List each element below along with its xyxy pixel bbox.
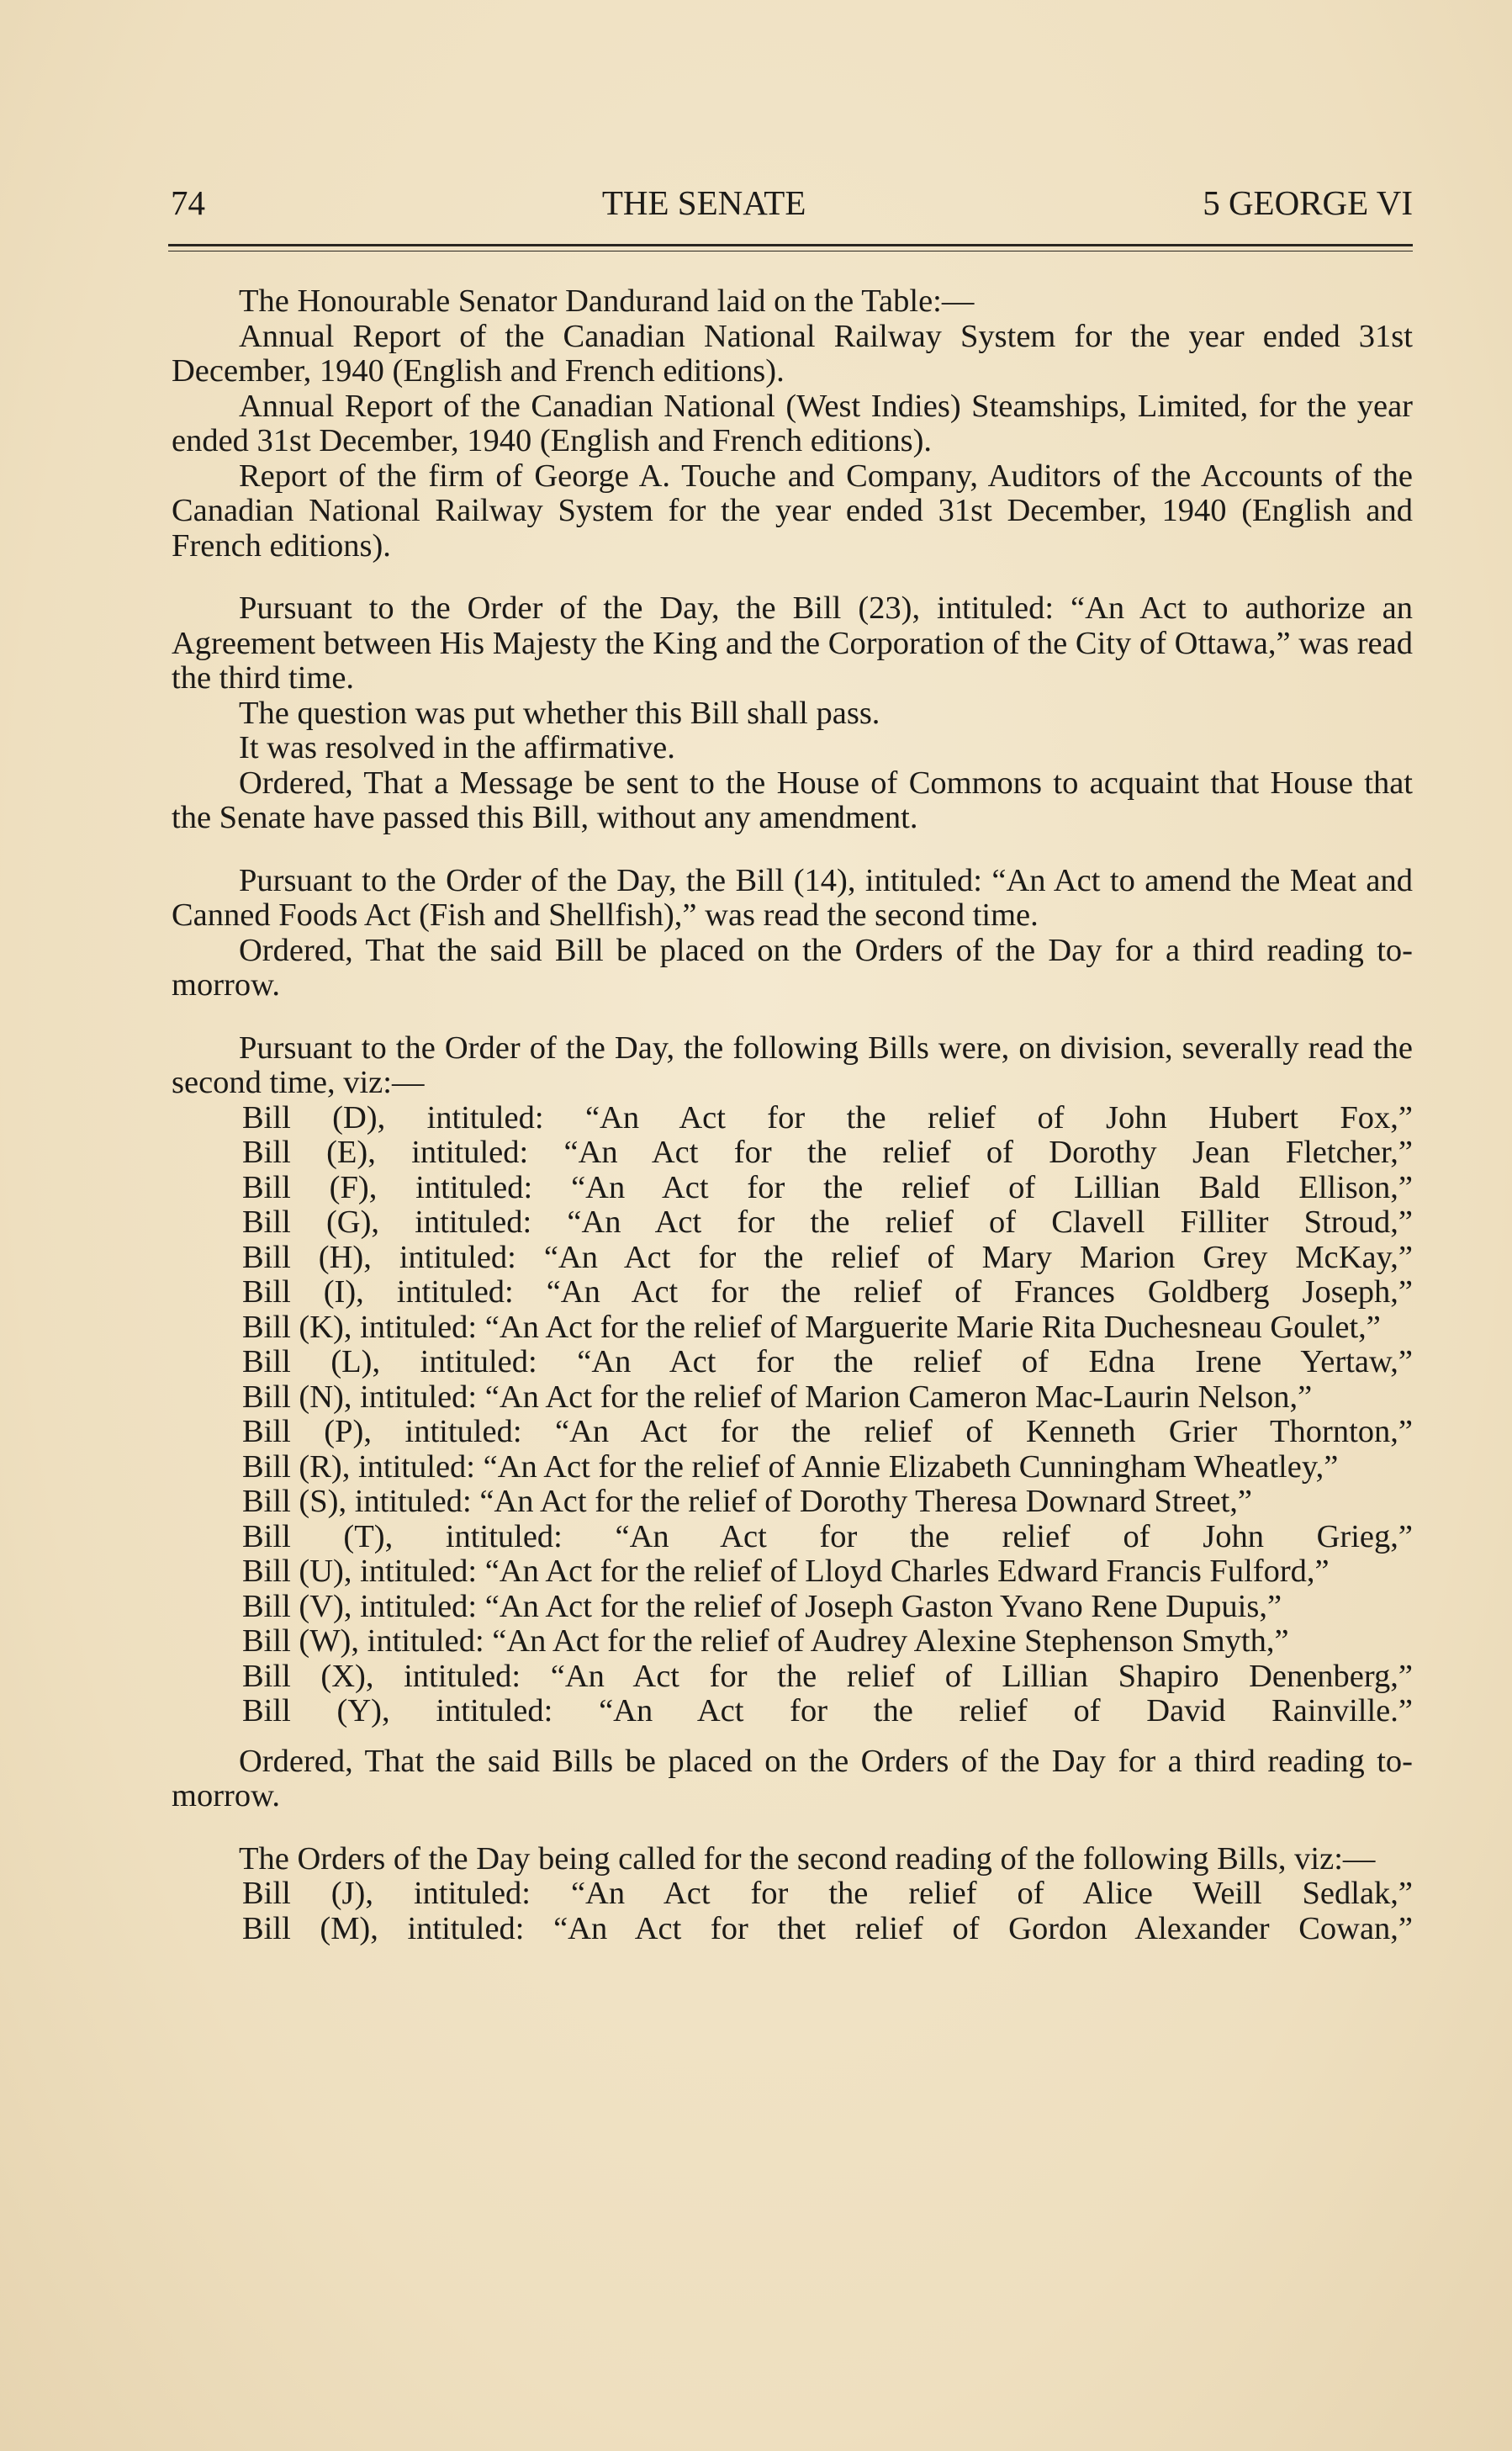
section-gap	[172, 836, 1413, 864]
page-number: 74	[171, 183, 205, 222]
bill-entry: Bill (E), intituled: “An Act for the relief of Dorothy Jean Fletcher,”	[242, 1135, 1413, 1170]
bill-entry: Bill (N), intituled: “An Act for the relief of Marion Cameron Mac-Laurin Nelson,”	[242, 1379, 1313, 1415]
tabled-item: Report of the firm of George A. Touche and Company, Auditors of the Accounts of the Canadian National Railway System for the year ended 31st December, 1940 (English and French editions).	[172, 458, 1413, 564]
page-body	[172, 284, 1413, 1946]
bill-entry: Bill (S), intituled: “An Act for the relief of Dorothy Theresa Downard Street,”	[242, 1484, 1253, 1519]
question-paragraph: The question was put whether this Bill shall pass.	[239, 695, 880, 731]
tabled-item: Annual Report of the Canadian National Railway System for the year ended 31st December, 1940 (English and French editions).	[172, 318, 1413, 389]
small-gap	[172, 1729, 1413, 1744]
bill-entry: Bill (V), intituled: “An Act for the relief of Joseph Gaston Yvano Rene Dupuis,”	[242, 1588, 1282, 1624]
section-gap	[172, 1003, 1413, 1031]
message-paragraph: Ordered, That a Message be sent to the House of Commons to acquaint that House that the Senate have passed this Bill, without any amendment.	[172, 765, 1413, 835]
bill-entry: Bill (D), intituled: “An Act for the relief of John Hubert Fox,”	[242, 1099, 1413, 1136]
bill-entry: Bill (L), intituled: “An Act for the relief of Edna Irene Yertaw,”	[242, 1344, 1413, 1379]
bill-entry: Bill (W), intituled: “An Act for the relief of Audrey Alexine Stephenson Smyth,”	[242, 1623, 1289, 1659]
bills-second-reading-intro: Pursuant to the Order of the Day, the following Bills were, on division, severally read the second time, viz:—	[172, 1030, 1413, 1100]
header-double-rule	[168, 244, 1413, 251]
bill-entry: Bill (X), intituled: “An Act for the relief of Lillian Shapiro Denenberg,”	[242, 1658, 1413, 1694]
bill-entry: Bill (I), intituled: “An Act for the relief of Frances Goldberg Joseph,”	[242, 1274, 1413, 1310]
bill-entry: Bill (F), intituled: “An Act for the relief of Lillian Bald Ellison,”	[242, 1169, 1413, 1205]
running-header	[171, 179, 1413, 226]
orders-called-intro: The Orders of the Day being called for the second reading of the following Bills, viz:—	[239, 1840, 1376, 1877]
bill-14-paragraph: Pursuant to the Order of the Day, the Bill (14), intituled: “An Act to amend the Meat and Canned Foods Act (Fish and Shellfish),” was read the second time.	[172, 862, 1413, 933]
section-gap	[172, 564, 1413, 591]
bill-entry: Bill (M), intituled: “An Act for thet relief of Gordon Alexander Cowan,”	[242, 1910, 1413, 1946]
header-title: THE SENATE	[601, 183, 806, 222]
bill-entry: Bill (G), intituled: “An Act for the relief of Clavell Filliter Stroud,”	[242, 1204, 1413, 1240]
bills-ordered-paragraph: Ordered, That the said Bills be placed on the Orders of the Day for a third reading to-morrow.	[172, 1743, 1413, 1813]
bill-entry: Bill (K), intituled: “An Act for the relief of Marguerite Marie Rita Duchesneau Goulet,”	[242, 1309, 1381, 1345]
bill-23-paragraph: Pursuant to the Order of the Day, the Bill (23), intituled: “An Act to authorize an Agreement between His Majesty the King and the Corporation of the City of Ottawa,” was read the third time.	[172, 590, 1413, 696]
bill-entry: Bill (T), intituled: “An Act for the relief of John Grieg,”	[242, 1518, 1413, 1554]
bill-entry: Bill (H), intituled: “An Act for the relief of Mary Marion Grey McKay,”	[242, 1239, 1413, 1275]
bill-entry: Bill (P), intituled: “An Act for the relief of Kenneth Grier Thornton,”	[242, 1414, 1413, 1449]
header-session: 5 GEORGE VI	[1203, 183, 1413, 222]
resolved-paragraph: It was resolved in the affirmative.	[239, 730, 675, 765]
bill-entry: Bill (Y), intituled: “An Act for the relief of David Rainville.”	[242, 1693, 1413, 1728]
tabled-item: Annual Report of the Canadian National (West Indies) Steamships, Limited, for the year ended 31st December, 1940 (English and French editions).	[172, 388, 1413, 458]
ordered-paragraph: Ordered, That the said Bill be placed on the Orders of the Day for a third reading to-morrow.	[172, 932, 1413, 1003]
bill-entry: Bill (R), intituled: “An Act for the relief of Annie Elizabeth Cunningham Wheatley,”	[242, 1448, 1339, 1485]
tabled-intro: The Honourable Senator Dandurand laid on the Table:—	[239, 283, 975, 319]
bill-entry: Bill (J), intituled: “An Act for the relief of Alice Weill Sedlak,”	[242, 1876, 1413, 1911]
section-gap	[172, 1814, 1413, 1842]
bill-entry: Bill (U), intituled: “An Act for the relief of Lloyd Charles Edward Francis Fulford,”	[242, 1554, 1330, 1589]
